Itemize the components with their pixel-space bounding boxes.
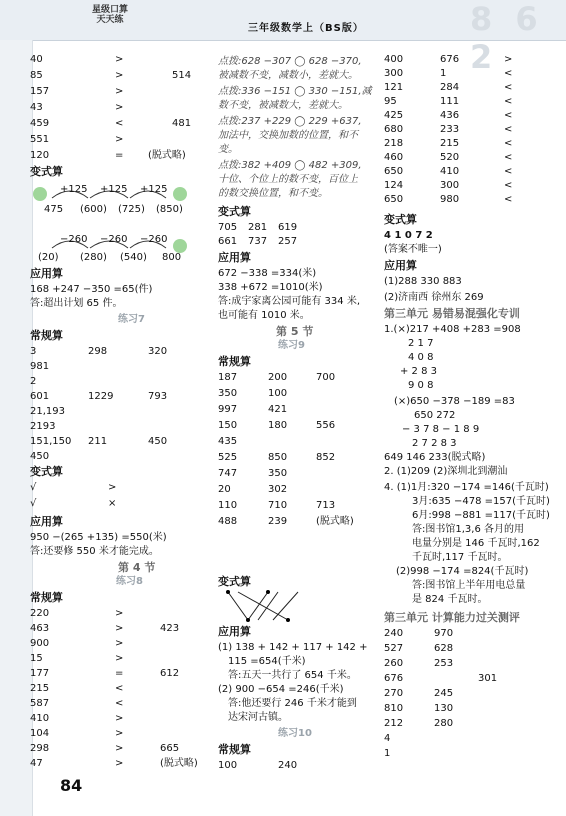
table-cell: 980 xyxy=(440,194,460,205)
table-cell: 665 xyxy=(160,743,180,754)
table-cell: 350 xyxy=(268,468,288,479)
table-cell: 300 xyxy=(440,180,460,191)
table-cell: 970 xyxy=(434,628,454,639)
table-cell: (脱式略) xyxy=(316,516,354,527)
table-cell: 747 xyxy=(218,468,238,479)
table-cell: 676 xyxy=(384,673,404,684)
table-cell: < xyxy=(504,180,513,191)
table-cell: 298 xyxy=(88,346,108,357)
table-cell: 150 xyxy=(218,420,238,431)
table-cell: 680 xyxy=(384,124,404,135)
table-cell: 700 xyxy=(316,372,336,383)
table-cell: 2193 xyxy=(30,421,56,432)
table-cell: 710 xyxy=(268,500,288,511)
table-cell: 180 xyxy=(268,420,288,431)
table-cell: (脱式略) xyxy=(160,758,198,769)
table-cell: 47 xyxy=(30,758,43,769)
table-cell: > xyxy=(115,653,124,664)
table-cell: 253 xyxy=(434,658,454,669)
table-cell: 121 xyxy=(384,82,404,93)
table-cell: 425 xyxy=(384,110,404,121)
table-cell: 900 xyxy=(30,638,50,649)
table-cell: 463 xyxy=(30,623,50,634)
table-cell: < xyxy=(115,698,124,709)
table-cell: 111 xyxy=(440,96,460,107)
book-title: 三年级数学上（BS版） xyxy=(248,23,364,34)
table-cell: > xyxy=(115,758,124,769)
table-cell: 177 xyxy=(30,668,50,679)
table-cell: 1229 xyxy=(88,391,114,402)
table-cell: 21,193 xyxy=(30,406,65,417)
table-cell: 95 xyxy=(384,96,397,107)
table-cell: 793 xyxy=(148,391,168,402)
table-cell: > xyxy=(115,728,124,739)
table-cell: 628 xyxy=(434,643,454,654)
table-cell: 676 xyxy=(440,54,460,65)
table-cell: 200 xyxy=(268,372,288,383)
table-cell: < xyxy=(504,110,513,121)
table-cell: 302 xyxy=(268,484,288,495)
table-cell: 410 xyxy=(30,713,50,724)
table-cell: 100 xyxy=(268,388,288,399)
table-cell: 301 xyxy=(478,673,498,684)
table-cell: < xyxy=(115,683,124,694)
table-cell: 612 xyxy=(160,668,180,679)
section-heading: 变式算 xyxy=(30,165,63,178)
table-cell: 520 xyxy=(440,152,460,163)
table-cell: 239 xyxy=(268,516,288,527)
table-cell: 233 xyxy=(440,124,460,135)
table-cell: 436 xyxy=(440,110,460,121)
table-cell: < xyxy=(504,152,513,163)
header-decoration: 8 6 2 xyxy=(470,0,544,76)
table-cell: < xyxy=(504,82,513,93)
table-cell: 218 xyxy=(384,138,404,149)
table-cell: > xyxy=(115,743,124,754)
table-cell: 245 xyxy=(434,688,454,699)
table-cell: 400 xyxy=(384,54,404,65)
table-cell: 810 xyxy=(384,703,404,714)
table-cell: 423 xyxy=(160,623,180,634)
table-cell: 151,150 xyxy=(30,436,72,447)
table-cell: 4 xyxy=(384,733,391,744)
exercise-title: 练习7 xyxy=(118,314,145,325)
table-cell: > xyxy=(115,713,124,724)
table-cell: > xyxy=(115,608,124,619)
table-cell: 211 xyxy=(88,436,108,447)
table-cell: > xyxy=(115,623,124,634)
table-cell: 601 xyxy=(30,391,50,402)
table-cell: 350 xyxy=(218,388,238,399)
table-cell: 527 xyxy=(384,643,404,654)
table-cell: 124 xyxy=(384,180,404,191)
brand-logo: 星级口算 天天练 xyxy=(92,5,129,25)
table-cell: 3 xyxy=(30,346,37,357)
table-cell: 1 xyxy=(384,748,391,759)
table-cell: < xyxy=(504,96,513,107)
table-cell: 260 xyxy=(384,658,404,669)
table-cell: 2 xyxy=(30,376,37,387)
table-cell: 556 xyxy=(316,420,336,431)
table-cell: 997 xyxy=(218,404,238,415)
table-cell: 981 xyxy=(30,361,50,372)
table-cell: 460 xyxy=(384,152,404,163)
table-cell: 435 xyxy=(218,436,238,447)
table-cell: 650 xyxy=(384,166,404,177)
left-margin-bar xyxy=(0,40,33,816)
table-cell: = xyxy=(115,668,124,679)
table-cell: 187 xyxy=(218,372,238,383)
table-cell: 15 xyxy=(30,653,43,664)
table-cell: 240 xyxy=(384,628,404,639)
table-cell: 215 xyxy=(440,138,460,149)
page-number: 84 xyxy=(60,776,83,795)
table-cell: 212 xyxy=(384,718,404,729)
table-cell: 300 xyxy=(384,68,404,79)
table-cell: 130 xyxy=(434,703,454,714)
table-cell: 410 xyxy=(440,166,460,177)
table-cell: 280 xyxy=(434,718,454,729)
table-cell: < xyxy=(504,138,513,149)
table-cell: 104 xyxy=(30,728,50,739)
table-cell: 650 xyxy=(384,194,404,205)
table-cell: 450 xyxy=(148,436,168,447)
table-cell: > xyxy=(504,54,513,65)
table-cell: 1 xyxy=(440,68,447,79)
table-cell: 110 xyxy=(218,500,238,511)
table-cell: 450 xyxy=(30,451,50,462)
table-cell: 852 xyxy=(316,452,336,463)
table-cell: < xyxy=(504,68,513,79)
table-cell: 320 xyxy=(148,346,168,357)
table-cell: < xyxy=(504,166,513,177)
table-cell: 270 xyxy=(384,688,404,699)
table-cell: 421 xyxy=(268,404,288,415)
unit-heading: 第三单元 易错易混强化专训 xyxy=(384,307,520,320)
table-cell: 20 xyxy=(218,484,231,495)
matching-lines-diagram xyxy=(218,586,308,626)
table-cell: 220 xyxy=(30,608,50,619)
table-cell: 850 xyxy=(268,452,288,463)
table-cell: < xyxy=(504,124,513,135)
table-cell: > xyxy=(115,638,124,649)
table-cell: 488 xyxy=(218,516,238,527)
table-cell: 284 xyxy=(440,82,460,93)
table-cell: 298 xyxy=(30,743,50,754)
table-cell: 525 xyxy=(218,452,238,463)
table-cell: 713 xyxy=(316,500,336,511)
table-cell: 587 xyxy=(30,698,50,709)
table-cell: 215 xyxy=(30,683,50,694)
table-cell: < xyxy=(504,194,513,205)
